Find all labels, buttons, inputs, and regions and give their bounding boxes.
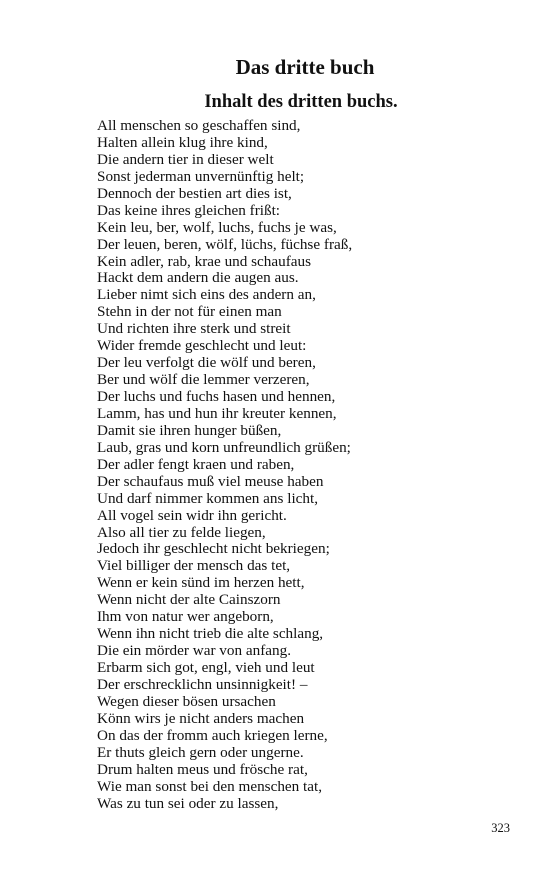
poem-line: Könn wirs je nicht anders machen [97,709,305,727]
poem-line: Sonst jederman unvernünftig helt; [97,167,305,185]
section-title: Inhalt des dritten buchs. [204,92,398,112]
poem-line: Stehn in der not für einen man [97,303,282,321]
poem-line: Also all tier zu felde liegen, [97,523,266,541]
poem-line: Was zu tun sei oder zu lassen, [97,794,279,812]
page-number: 323 [491,821,510,835]
poem-line: Wenn er kein sünd im herzen hett, [97,574,305,592]
poem-line: Hackt dem andern die augen aus. [97,269,299,287]
poem-line: Die ein mörder war von anfang. [97,642,291,660]
poem-line: Drum halten meus und frösche rat, [97,760,308,778]
poem-line: Viel billiger der mensch das tet, [97,557,291,575]
poem-line: Lamm, has und hun ihr kreuter kennen, [97,404,337,422]
poem-line: Die andern tier in dieser welt [97,150,274,168]
poem-line: Der leu verfolgt die wölf und beren, [97,354,316,372]
poem-line: Jedoch ihr geschlecht nicht bekriegen; [97,540,330,558]
book-title: Das dritte buch [235,55,375,79]
poem-line: Der adler fengt kraen und raben, [97,455,295,473]
poem-line: Und richten ihre sterk und streit [97,320,291,338]
poem-line: Erbarm sich got, engl, vieh und leut [97,659,315,676]
poem-line: Der erschrecklichn unsinnigkeit! – [97,675,308,693]
poem-line: Wenn nicht der alte Cainszorn [97,591,281,609]
poem-line: Damit sie ihren hunger büßen, [97,421,282,439]
poem-line: Dennoch der bestien art dies ist, [97,184,292,202]
poem-line: Halten allein klug ihre kind, [97,133,268,151]
poem-line: Kein leu, ber, wolf, luchs, fuchs je was, [97,218,337,236]
poem-line: Er thuts gleich gern oder ungerne. [97,743,304,761]
poem-text [97,118,497,812]
poem-line: Wider fremde geschlecht und leut: [97,337,307,355]
poem-line: Lieber nimt sich eins des andern an, [97,286,316,304]
poem-line: Laub, gras und korn unfreundlich grüßen; [97,438,351,456]
poem-line: Ihm von natur wer angeborn, [97,608,274,626]
poem-line: On das der fromm auch kriegen lerne, [97,726,328,744]
poem-line: Wenn ihn nicht trieb die alte schlang, [97,625,324,643]
poem-line: Der schaufaus muß viel meuse haben [97,472,324,490]
poem-line: Das keine ihres gleichen frißt: [97,201,281,219]
poem-line: Ber und wölf die lemmer verzeren, [97,371,310,389]
poem-line: All menschen so geschaffen sind, [97,117,301,134]
poem-line: Wegen dieser bösen ursachen [97,692,276,710]
poem-line: Der leuen, beren, wölf, lüchs, füchse fraß, [97,235,353,253]
poem-line: Kein adler, rab, krae und schaufaus [97,252,312,270]
poem-line: Der luchs und fuchs hasen und hennen, [97,388,336,405]
poem-line: Und darf nimmer kommen ans licht, [97,489,319,507]
poem-line: All vogel sein widr ihn gericht. [97,506,287,524]
poem-line: Wie man sonst bei den menschen tat, [97,777,323,795]
